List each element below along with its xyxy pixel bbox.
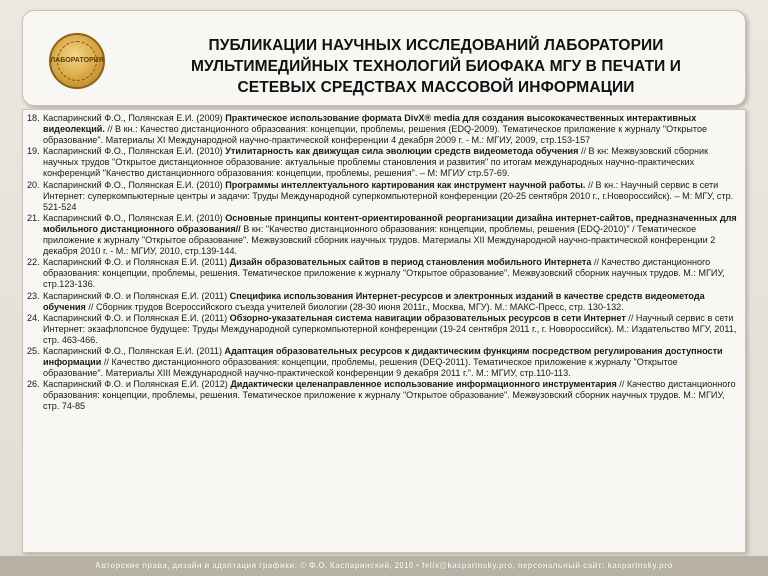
reference-number: 23. xyxy=(27,290,40,301)
reference-source: // В кн.: Качество дистанционного образования: концепции, проблемы, решения (EDQ-2009). Тематическое приложение к журналу "Открытое образование". Материалы XI Международной научно-практической конференции 4 декабря 2009 г. - М.: МГИУ, 2009, стр.153-157 xyxy=(43,124,708,146)
reference-item xyxy=(27,146,737,179)
title-line-3: СЕТЕВЫХ СРЕДСТВАХ МАССОВОЙ ИНФОРМАЦИИ xyxy=(237,79,635,96)
laboratory-seal-icon xyxy=(49,33,105,89)
reference-item xyxy=(27,113,737,146)
reference-authors: Каспаринский Ф.О., Полянская Е.И. (2009) xyxy=(43,113,226,123)
reference-source: // Научный сервис в сети Интернет: экзафлопсное будущее: Труды Международной суперкомпьютерной конференции (19-24 сентября 2011 г., г. Новороссийск). М.: Издательство МГУ, 2011, стр. 463-466. xyxy=(43,312,737,345)
page-title xyxy=(141,35,731,98)
reference-source: // В кн.: Научный сервис в сети Интернет: суперкомпьютерные центры и задачи: Труды Международной суперкомпьютерной конференции (20-25 сентября 2010 г., г.Новороссийск). – М: МГУ, стр. 521-524 xyxy=(43,179,734,212)
logo-text: ЛАБОРАТОРИЯ xyxy=(57,41,97,81)
reference-text xyxy=(43,180,737,213)
reference-authors: Каспаринский Ф.О. и Полянская Е.И. (2011) xyxy=(43,257,230,268)
reference-title: Основные принципы контент-ориентированной реорганизации дизайна интернет-сайтов, предназначенных для мобильного дистанционного образования// xyxy=(43,212,737,234)
reference-item xyxy=(27,313,737,346)
reference-authors: Каспаринский Ф.О. и Полянская Е.И. (2011) xyxy=(43,290,230,301)
copyright-footer: Авторские права, дизайн и адаптация графики: © Ф.О. Каспаринский, 2010 • felix@kasparinsky.pro, персональный сайт: kasparinsky.pro xyxy=(0,556,768,576)
reference-authors: Каспаринский Ф.О. и Полянская Е.И. (2012) xyxy=(43,379,231,390)
reference-title: Обзорно-указательная система навигации образовательных ресурсов в сети Интернет xyxy=(229,312,626,323)
reference-title: Дизайн образовательных сайтов в период становления мобильного Интернета xyxy=(229,257,592,268)
reference-title: Утилитарность как движущая сила эволюции средств видеометода обучения xyxy=(225,146,579,157)
reference-item xyxy=(27,213,737,257)
reference-title: Адаптация образовательных ресурсов к дидактическим функциям посредством регулирования доступности информации xyxy=(43,345,723,368)
reference-text xyxy=(43,257,737,290)
reference-text xyxy=(43,346,737,379)
reference-item xyxy=(27,180,737,213)
reference-authors: Каспаринский Ф.О., Полянская Е.И. (2010) xyxy=(43,146,226,157)
reference-text xyxy=(43,113,737,146)
reference-number: 26. xyxy=(27,379,40,390)
reference-authors: Каспаринский Ф.О., Полянская Е.И. (2011) xyxy=(43,345,225,356)
reference-source: В кн: "Качество дистанционного образования: концепции, проблемы, решения (EDQ-2010)" / Тематическое приложение к журналу "Открытое образование". Межвузовский сборник научных трудов. Материалы XII Международной научно-практической конференции 2 декабря 2010 г. - М.: МГИУ, 2010, стр.139-144. xyxy=(43,223,716,257)
reference-item xyxy=(27,291,737,313)
title-line-1: ПУБЛИКАЦИИ НАУЧНЫХ ИССЛЕДОВАНИЙ ЛАБОРАТОРИИ xyxy=(208,37,664,54)
reference-text xyxy=(43,313,737,346)
reference-text xyxy=(43,379,737,412)
reference-number: 20. xyxy=(27,179,40,190)
reference-source: // Качество дистанционного образования: концепции, проблемы, решения (DEQ-2011). Тематическое приложение к журналу "Открытое образование". Материалы XIII Международной научно-практической конференции 9 декабря 2011 г.". М.: МГИУ, стр.110-113. xyxy=(43,357,678,379)
reference-source: // Сборник трудов Всероссийского съезда учителей биологии (28-30 июня 2011г., Москва, МГУ). М.: МАКС-Пресс, стр. 130-132. xyxy=(85,301,624,312)
reference-title: Специфика использования Интернет-ресурсов и электронных изданий в качестве средств видеометода обучения xyxy=(43,290,705,312)
reference-item xyxy=(27,379,737,412)
reference-authors: Каспаринский Ф.О. и Полянская Е.И. (2011) xyxy=(43,312,230,323)
reference-text xyxy=(43,213,737,257)
reference-text xyxy=(43,146,737,179)
reference-title: Дидактически целенаправленное использование информационного инструментария xyxy=(230,379,617,390)
header-panel xyxy=(22,10,746,106)
reference-authors: Каспаринский Ф.О., Полянская Е.И. (2010) xyxy=(43,212,226,223)
reference-source: // В кн: Межвузовский сборник научных трудов "Открытое дистанционное образование: актуальные проблемы становления и развития" по итогам международных научно-практических конференций "Качество дистанционного образования: концепции, проблемы, решения". – М: МГИУ стр.57-69. xyxy=(43,146,709,179)
reference-number: 19. xyxy=(27,146,40,157)
reference-item xyxy=(27,257,737,290)
reference-source: // Качество дистанционного образования: концепции, проблемы, решения. Тематическое приложение к журналу "Открытое образование". Межвузовский сборник научных трудов. М.: МГИУ, стр.123-136. xyxy=(43,257,725,290)
reference-title: Практическое использование формата DivX® media для создания высококачественных интерактивных видеолекций. xyxy=(43,113,697,135)
title-line-2: МУЛЬТИМЕДИЙНЫХ ТЕХНОЛОГИЙ БИОФАКА МГУ В ПЕЧАТИ И xyxy=(190,58,682,75)
reference-number: 24. xyxy=(27,312,40,323)
references-list xyxy=(27,113,737,413)
reference-number: 22. xyxy=(27,257,40,268)
reference-number: 25. xyxy=(27,345,40,356)
reference-number: 18. xyxy=(27,113,40,123)
reference-number: 21. xyxy=(27,212,40,223)
references-panel xyxy=(22,109,746,553)
reference-title: Программы интеллектуального картирования как инструмент научной работы. xyxy=(225,179,586,190)
reference-source: // Качество дистанционного образования: концепции, проблемы, решения. Тематическое приложение к журналу "Открытое образование". Межвузовский сборник научных трудов. М.: МГИУ, стр. 74-85 xyxy=(43,379,736,412)
reference-text xyxy=(43,291,737,313)
reference-authors: Каспаринский Ф.О., Полянская Е.И. (2010) xyxy=(43,179,226,190)
reference-item xyxy=(27,346,737,379)
